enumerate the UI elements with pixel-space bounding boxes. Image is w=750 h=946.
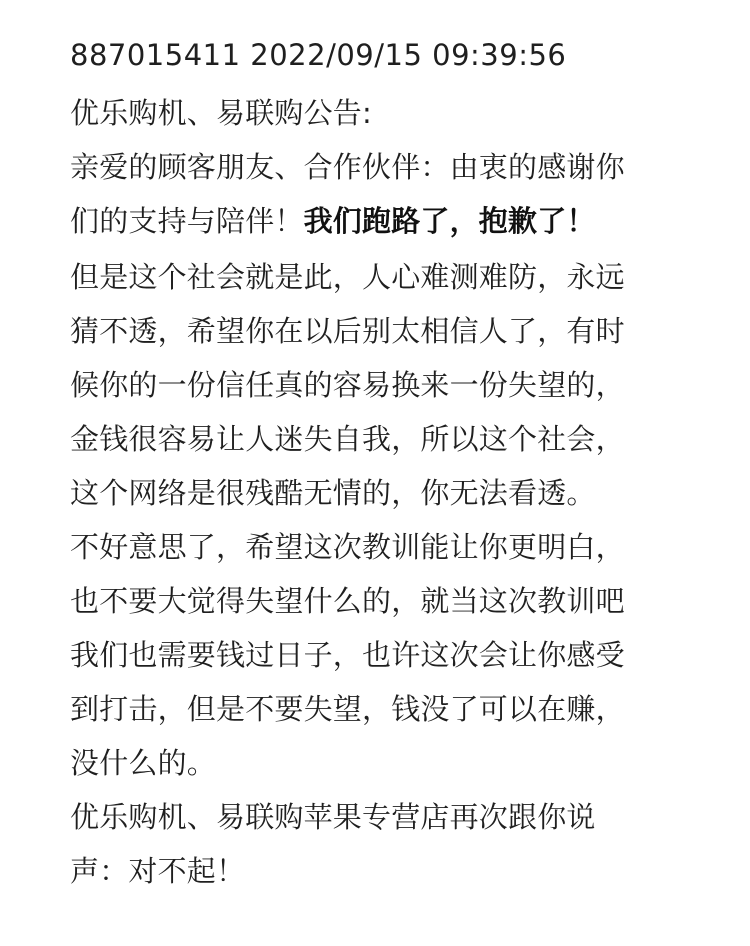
body-line-6: 金钱很容易让人迷失自我，所以这个社会，: [70, 422, 625, 456]
body-line-5: 候你的一份信任真的容易换来一份失望的，: [70, 368, 625, 402]
body-line-11: 到打击，但是不要失望，钱没了可以在赚，: [70, 692, 625, 726]
body-line-1: 亲爱的顾客朋友、合作伙伴：由衷的感谢你: [70, 150, 625, 184]
post-header-id-timestamp: 887015411 2022/09/15 09:39:56: [70, 38, 567, 72]
body-line-2-emphasis: 我们跑路了，抱歉了！: [303, 204, 596, 238]
body-line-14: 声：对不起！: [70, 854, 246, 888]
body-line-12: 没什么的。: [70, 746, 217, 780]
body-line-7: 这个网络是很残酷无情的，你无法看透。: [70, 476, 596, 510]
body-line-3: 但是这个社会就是此，人心难测难防，永远: [70, 260, 625, 294]
body-line-2: [70, 194, 710, 250]
body-line-13: 优乐购机、易联购苹果专营店再次跟你说: [70, 800, 596, 834]
body-line-4: 猜不透，希望你在以后别太相信人了，有时: [70, 314, 625, 348]
announcement-document: [70, 28, 710, 898]
announcement-title: 优乐购机、易联购公告:: [70, 96, 372, 130]
body-line-2-text: 们的支持与陪伴！: [70, 204, 304, 238]
body-line-8: 不好意思了，希望这次教训能让你更明白，: [70, 530, 625, 564]
body-line-10: 我们也需要钱过日子，也许这次会让你感受: [70, 638, 625, 672]
body-line-9: 也不要大觉得失望什么的，就当这次教训吧: [70, 584, 625, 618]
